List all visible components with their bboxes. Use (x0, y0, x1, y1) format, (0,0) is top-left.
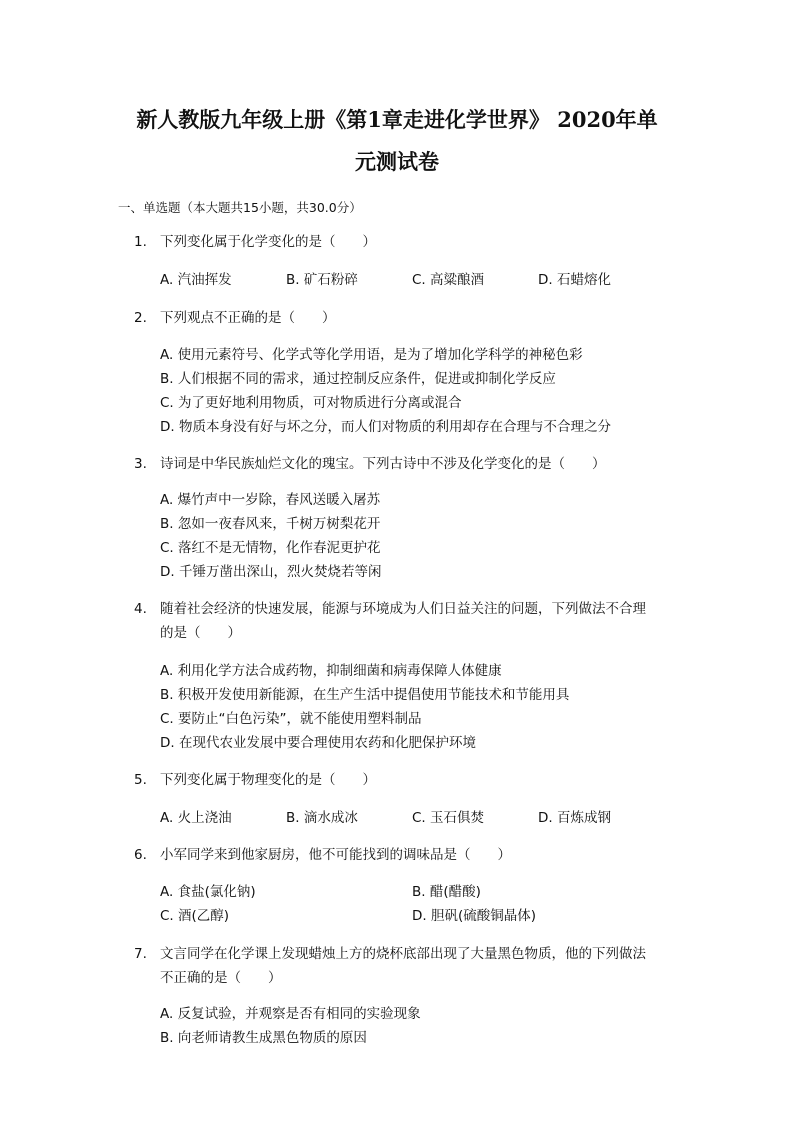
question-stem-line2: 的是（ ） (160, 625, 241, 641)
option-a: A. 食盐(氯化钠) (160, 884, 256, 900)
option-b: B. 矿石粉碎 (286, 272, 358, 288)
section-heading: 一、单选题（本大题共15小题，共30.0分） (118, 200, 362, 215)
option-d: D. 在现代农业发展中要合理使用农药和化肥保护环境 (160, 735, 476, 751)
option-a: A. 汽油挥发 (160, 272, 232, 288)
question-4 (134, 597, 674, 645)
option-d: D. 胆矾(硫酸铜晶体) (412, 908, 537, 924)
question-stem: 下列观点不正确的是（ ） (160, 310, 336, 326)
question-6 (134, 843, 674, 867)
option-c: C. 为了更好地利用物质，可对物质进行分离或混合 (160, 395, 462, 411)
option-d: D. 百炼成钢 (538, 810, 611, 826)
question-stem: 诗词是中华民族灿烂文化的瑰宝。下列古诗中不涉及化学变化的是（ ） (160, 456, 606, 472)
option-b: B. 醋(醋酸) (412, 884, 481, 900)
option-d: D. 石蜡熔化 (538, 272, 611, 288)
option-d: D. 千锤万凿出深山，烈火焚烧若等闲 (160, 564, 382, 580)
question-2-options (160, 343, 680, 439)
option-c: C. 高粱酿酒 (412, 272, 485, 288)
option-b: B. 滴水成冰 (286, 810, 358, 826)
document-title-line2: 元测试卷 (355, 149, 439, 174)
question-stem: 下列变化属于化学变化的是（ ） (160, 234, 376, 250)
question-stem-line1: 文言同学在化学课上发现蜡烛上方的烧杯底部出现了大量黑色物质，他的下列做法 (160, 946, 646, 962)
option-b: B. 人们根据不同的需求，通过控制反应条件，促进或抑制化学反应 (160, 371, 556, 387)
question-stem: 下列变化属于物理变化的是（ ） (160, 772, 376, 788)
option-d: D. 物质本身没有好与坏之分，而人们对物质的利用却存在合理与不合理之分 (160, 419, 611, 435)
option-a: A. 使用元素符号、化学式等化学用语，是为了增加化学科学的神秘色彩 (160, 347, 583, 363)
question-3 (134, 452, 674, 476)
question-number: 6. (134, 847, 147, 863)
option-c: C. 酒(乙醇) (160, 908, 230, 924)
question-1-options (160, 268, 680, 292)
question-number: 4. (134, 601, 147, 617)
question-number: 7. (134, 946, 147, 962)
question-number: 1. (134, 234, 147, 250)
option-a: A. 火上浇油 (160, 810, 232, 826)
question-6-options (160, 880, 680, 928)
option-a: A. 爆竹声中一岁除，春风送暖入屠苏 (160, 492, 381, 508)
question-5-options (160, 806, 680, 830)
document-title-line1: 新人教版九年级上册《第1章走进化学世界》 2020年单 (136, 107, 658, 132)
question-1 (134, 230, 674, 254)
option-b: B. 积极开发使用新能源，在生产生活中提倡使用节能技术和节能用具 (160, 687, 570, 703)
option-b: B. 忽如一夜春风来，千树万树梨花开 (160, 516, 381, 532)
option-a: A. 反复试验，并观察是否有相同的实验现象 (160, 1006, 421, 1022)
question-stem-line2: 不正确的是（ ） (160, 970, 282, 986)
option-c: C. 玉石俱焚 (412, 810, 485, 826)
question-number: 2. (134, 310, 147, 326)
question-number: 3. (134, 456, 147, 472)
question-7-options (160, 1002, 680, 1050)
question-4-options (160, 659, 680, 755)
question-stem-line1: 随着社会经济的快速发展，能源与环境成为人们日益关注的问题，下列做法不合理 (160, 601, 646, 617)
option-c: C. 落红不是无情物，化作春泥更护花 (160, 540, 381, 556)
question-number: 5. (134, 772, 147, 788)
question-stem: 小军同学来到他家厨房，他不可能找到的调味品是（ ） (160, 847, 511, 863)
option-a: A. 利用化学方法合成药物，抑制细菌和病毒保障人体健康 (160, 663, 502, 679)
option-c: C. 要防止“白色污染”，就不能使用塑料制品 (160, 711, 422, 727)
question-3-options (160, 488, 680, 584)
question-7 (134, 942, 674, 990)
question-5 (134, 768, 674, 792)
question-2 (134, 306, 674, 330)
option-b: B. 向老师请教生成黑色物质的原因 (160, 1030, 367, 1046)
